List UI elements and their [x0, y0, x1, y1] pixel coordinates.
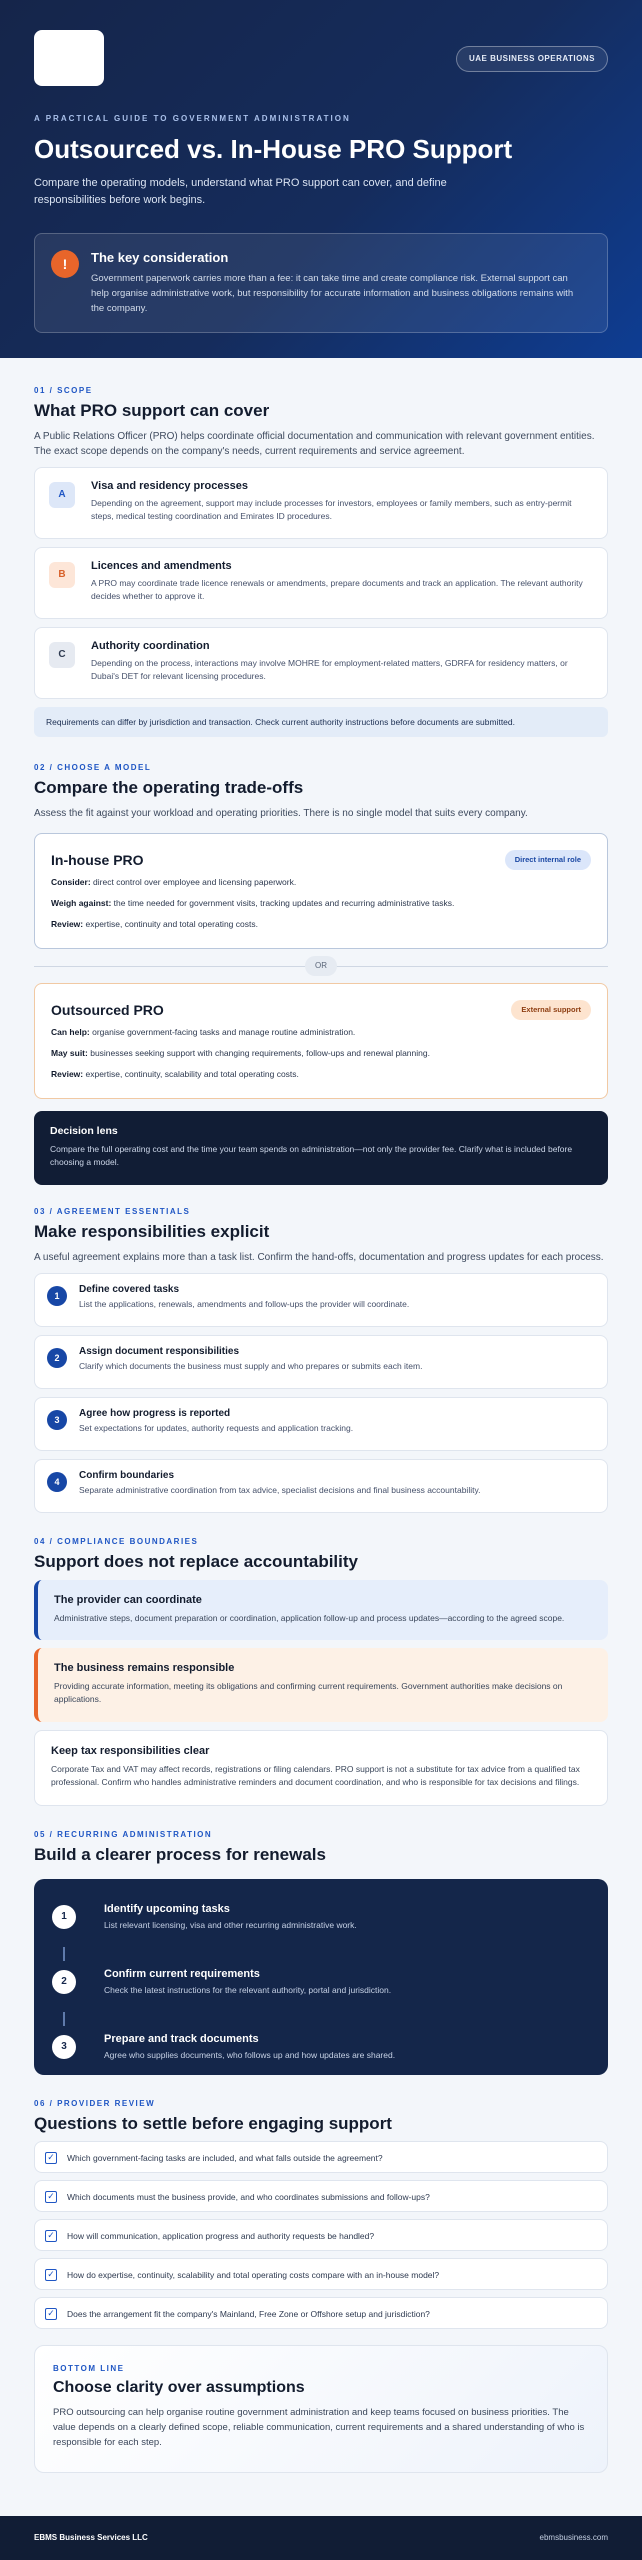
- step-number: 2: [52, 1970, 76, 1994]
- scope-card-text: A PRO may coordinate trade licence renewals or amendments, prepare documents and track an application. The relevant authority decides whether to approve it.: [91, 578, 583, 601]
- model-line: Review: expertise, continuity and total operating costs.: [51, 919, 258, 929]
- model-title: In-house PRO: [51, 852, 144, 868]
- section-title: Build a clearer process for renewals: [34, 1845, 326, 1864]
- inhouse-card: [34, 833, 608, 949]
- decision-lens: [34, 1111, 608, 1185]
- footer-company: EBMS Business Services LLC: [34, 2533, 148, 2542]
- section-title: What PRO support can cover: [34, 401, 270, 420]
- bottom-text: PRO outsourcing can help organise routine government administration and keep teams focused on business priorities. The value depends on a clearly defined scope, reliable communication, current requirements and a shared understanding of who is responsible for each step.: [53, 2407, 585, 2448]
- checkbox-icon: ✓: [45, 2230, 57, 2242]
- question-item: [34, 2180, 608, 2212]
- outsourced-card: [34, 983, 608, 1099]
- section-title: Make responsibilities explicit: [34, 1222, 270, 1241]
- scope-card-title: Licences and amendments: [91, 560, 232, 572]
- hero-header: [0, 0, 642, 358]
- question-item: [34, 2141, 608, 2173]
- scope-section: [0, 358, 642, 737]
- model-section: [0, 737, 642, 1185]
- question-text: How will communication, application progress and authority requests be handled?: [67, 2231, 375, 2241]
- section-kicker: 01 / SCOPE: [34, 386, 93, 395]
- section-intro: A useful agreement explains more than a task list. Confirm the hand-offs, documentation and progress updates for each process.: [34, 1252, 604, 1263]
- scope-card: [34, 547, 608, 619]
- lens-text: Compare the full operating cost and the time your team spends on administration—not only the provider fee. Clarify what is included before choosing a model.: [50, 1144, 573, 1167]
- model-line: Consider: direct control over employee and licensing paperwork.: [51, 877, 297, 887]
- model-line: Review: expertise, continuity, scalability and total operating costs.: [51, 1069, 299, 1079]
- or-label: OR: [305, 956, 337, 976]
- step-text: Clarify which documents the business must supply and who prepares or submits each item.: [79, 1361, 423, 1371]
- model-line: Weigh against: the time needed for government visits, tracking updates and recurring administrative tasks.: [51, 898, 455, 908]
- model-tag: Direct internal role: [505, 850, 591, 870]
- checkbox-icon: ✓: [45, 2191, 57, 2203]
- key-consideration-title: The key consideration: [91, 250, 229, 265]
- step-text: List the applications, renewals, amendments and follow-ups the provider will coordinate.: [79, 1299, 410, 1309]
- checkbox-icon: ✓: [45, 2308, 57, 2320]
- footer: [0, 2516, 642, 2560]
- page-title: Outsourced vs. In-House PRO Support: [34, 134, 513, 164]
- section-kicker: 06 / PROVIDER REVIEW: [34, 2099, 156, 2108]
- agreement-step: [34, 1335, 608, 1389]
- model-title: Outsourced PRO: [51, 1002, 164, 1018]
- question-text: Which documents must the business provide, and who coordinates submissions and follow-ups?: [67, 2192, 430, 2202]
- bottom-title: Choose clarity over assumptions: [53, 2379, 305, 2396]
- footer-website-link[interactable]: ebmsbusiness.com: [539, 2533, 608, 2542]
- bottom-line-card: [34, 2345, 608, 2473]
- letter-badge: A: [49, 482, 75, 508]
- agreement-step: [34, 1397, 608, 1451]
- section-title: Support does not replace accountability: [34, 1552, 358, 1571]
- section-kicker: 03 / AGREEMENT ESSENTIALS: [34, 1207, 191, 1216]
- renewal-step: [52, 1956, 590, 2021]
- question-item: [34, 2219, 608, 2251]
- question-text: Which government-facing tasks are included, and what falls outside the agreement?: [67, 2153, 383, 2163]
- scope-card: [34, 627, 608, 699]
- scope-note: Requirements can differ by jurisdiction and transaction. Check current authority instructions before documents are submitted.: [34, 707, 608, 737]
- hero-subtitle: Compare the operating models, understand what PRO support can cover, and define responsibilities before work begins.: [34, 177, 447, 206]
- scope-card-title: Visa and residency processes: [91, 480, 248, 492]
- renewal-step: [52, 2021, 590, 2086]
- tax-card: [34, 1730, 608, 1806]
- step-number: 4: [47, 1472, 67, 1492]
- key-consideration-text: Government paperwork carries more than a fee: it can take time and create compliance risk. External support can help organise administrative work, but responsibility for accurate information and business obligations remains with the company.: [91, 273, 574, 314]
- step-title: Assign document responsibilities: [79, 1346, 240, 1357]
- section-intro: Assess the fit against your workload and operating priorities. There is no single model that suits every company.: [34, 808, 528, 819]
- step-title: Confirm boundaries: [79, 1470, 175, 1481]
- step-number: 3: [52, 2035, 76, 2059]
- acc-title: Keep tax responsibilities clear: [51, 1745, 210, 1757]
- checkbox-icon: ✓: [45, 2152, 57, 2164]
- model-line: Can help: organise government-facing tasks and manage routine administration.: [51, 1027, 356, 1037]
- hero-kicker: A PRACTICAL GUIDE TO GOVERNMENT ADMINISTRATION: [34, 114, 351, 123]
- section-title: Compare the operating trade-offs: [34, 778, 304, 797]
- company-logo: [34, 30, 104, 86]
- key-consideration-box: [34, 233, 608, 333]
- step-text: Separate administrative coordination from tax advice, specialist decisions and final business accountability.: [79, 1485, 481, 1495]
- lens-title: Decision lens: [50, 1125, 118, 1137]
- question-text: Does the arrangement fit the company's Mainland, Free Zone or Offshore setup and jurisdiction?: [67, 2309, 430, 2319]
- renewal-process: [34, 1879, 608, 2075]
- letter-badge: B: [49, 562, 75, 588]
- question-item: [34, 2297, 608, 2329]
- hero-badge: UAE BUSINESS OPERATIONS: [456, 46, 608, 72]
- acc-text: Administrative steps, document preparation or coordination, application follow-up and process updates—according to the agreed scope.: [54, 1613, 565, 1623]
- renewals-section: [0, 1806, 642, 2075]
- step-number: 1: [52, 1905, 76, 1929]
- step-text: List relevant licensing, visa and other recurring administrative work.: [104, 1920, 357, 1930]
- alert-icon: !: [51, 250, 79, 278]
- step-title: Define covered tasks: [79, 1284, 180, 1295]
- provider-card: [34, 1580, 608, 1640]
- step-text: Check the latest instructions for the relevant authority, portal and jurisdiction.: [104, 1985, 392, 1995]
- acc-text: Corporate Tax and VAT may affect records, registrations or filing calendars. PRO support is not a substitute for tax advice from a qualified tax professional. Confirm who handles administrative reminders and document coordination, and who is responsible for tax decisions and filings.: [51, 1764, 580, 1787]
- acc-title: The business remains responsible: [54, 1662, 235, 1674]
- question-text: How do expertise, continuity, scalability and total operating costs compare with an in-house model?: [67, 2270, 440, 2280]
- scope-card-text: Depending on the process, interactions may involve MOHRE for employment-related matters, GDRFA for residency matters, or Dubai's DET for relevant licensing procedures.: [91, 658, 568, 681]
- acc-text: Providing accurate information, meeting its obligations and confirming current requirements. Government authorities make decisions on applications.: [54, 1681, 563, 1704]
- checkbox-icon: ✓: [45, 2269, 57, 2281]
- agreement-step: [34, 1273, 608, 1327]
- step-number: 3: [47, 1410, 67, 1430]
- review-section: [0, 2075, 642, 2473]
- step-number: 2: [47, 1348, 67, 1368]
- model-tag: External support: [511, 1000, 591, 1020]
- agreement-section: [0, 1185, 642, 1513]
- renewal-step: [52, 1891, 590, 1956]
- scope-card-text: Depending on the agreement, support may include processes for investors, employees or family members, such as entry-permit steps, medical testing coordination and Emirates ID procedures.: [91, 498, 572, 521]
- step-text: Agree who supplies documents, who follows up and how updates are shared.: [104, 2050, 396, 2060]
- section-intro: A Public Relations Officer (PRO) helps coordinate official documentation and communication with relevant government entities. The exact scope depends on the company's needs, current requirements and service agreement.: [34, 431, 595, 457]
- step-title: Confirm current requirements: [104, 1968, 260, 1980]
- acc-title: The provider can coordinate: [54, 1594, 202, 1606]
- step-text: Set expectations for updates, authority requests and application tracking.: [79, 1423, 354, 1433]
- letter-badge: C: [49, 642, 75, 668]
- scope-card-title: Authority coordination: [91, 640, 210, 652]
- step-title: Prepare and track documents: [104, 2033, 259, 2045]
- section-kicker: 04 / COMPLIANCE BOUNDARIES: [34, 1537, 199, 1546]
- agreement-step: [34, 1459, 608, 1513]
- section-title: Questions to settle before engaging support: [34, 2114, 392, 2133]
- bottom-kicker: BOTTOM LINE: [53, 2364, 125, 2373]
- section-kicker: 02 / CHOOSE A MODEL: [34, 763, 152, 772]
- scope-card: [34, 467, 608, 539]
- model-line: May suit: businesses seeking support with changing requirements, follow-ups and renewal planning.: [51, 1048, 430, 1058]
- or-divider: [34, 949, 608, 983]
- step-title: Identify upcoming tasks: [104, 1903, 230, 1915]
- section-kicker: 05 / RECURRING ADMINISTRATION: [34, 1830, 213, 1839]
- business-card: [34, 1648, 608, 1722]
- compliance-section: [0, 1513, 642, 1806]
- step-number: 1: [47, 1286, 67, 1306]
- step-title: Agree how progress is reported: [79, 1408, 231, 1419]
- question-item: [34, 2258, 608, 2290]
